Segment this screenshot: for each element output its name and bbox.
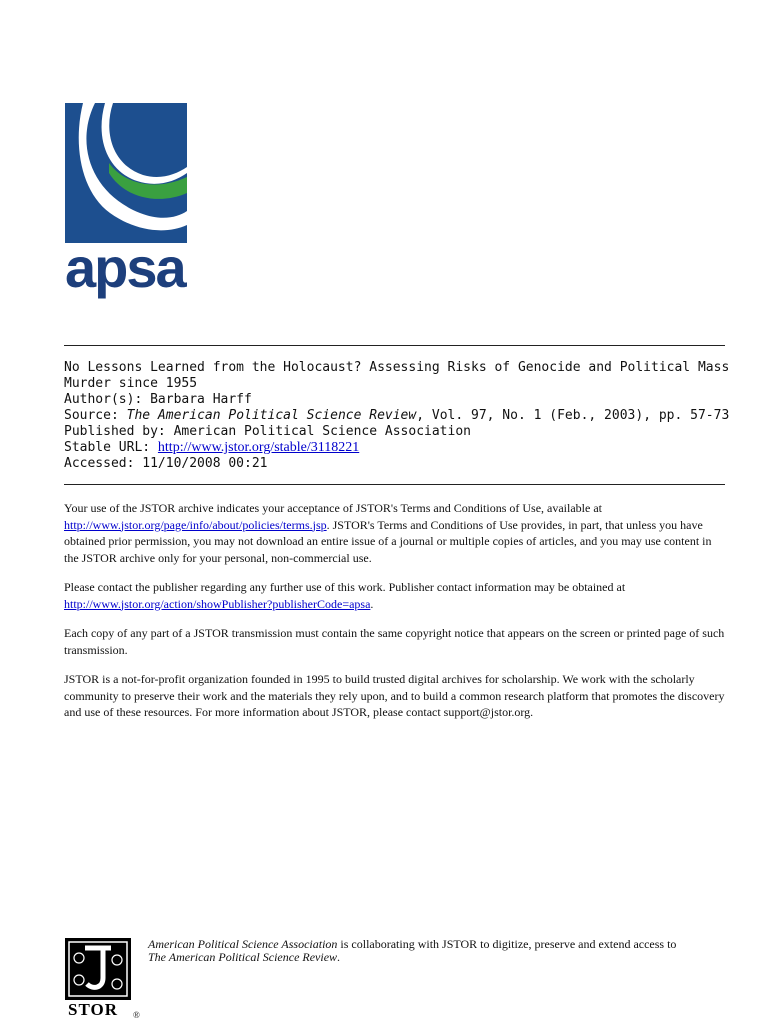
apsa-wordmark: apsa	[65, 236, 185, 299]
stable-url-link[interactable]: http://www.jstor.org/stable/3118221	[157, 440, 360, 455]
accessed-date: Accessed: 11/10/2008 00:21	[64, 456, 268, 471]
top-divider	[64, 345, 725, 346]
jstor-wordmark: STOR	[68, 1000, 118, 1019]
footer-org: American Political Science Association	[148, 937, 338, 951]
registered-mark: ®	[133, 1010, 140, 1020]
article-title-line1: No Lessons Learned from the Holocaust? Assessing Risks of Genocide and Political Mass	[64, 360, 730, 375]
article-source: Source: The American Political Science Review, Vol. 97, No. 1 (Feb., 2003), pp. 57-73	[64, 408, 730, 423]
jstor-emblem-icon	[65, 938, 131, 1000]
terms-link[interactable]: http://www.jstor.org/page/info/about/policies/terms.jsp	[64, 517, 327, 532]
citation-block	[64, 360, 730, 472]
terms-paragraph: Your use of the JSTOR archive indicates your acceptance of JSTOR's Terms and Conditions of Use, available at http://www.jstor.org/page/info/about/policies/terms.jsp. JSTOR's Terms and Conditions of Use provides, in part, that unless you have obtained prior permission, you may not download an entire issue of a journal or multiple copies of articles, and you may use content in the JSTOR archive only for your personal, non-commercial use.	[64, 501, 712, 565]
footer-collaboration-note: American Political Science Association is collaborating with JSTOR to digitize, preserve and extend access to The American Political Science Review.	[148, 937, 677, 964]
source-journal: The American Political Science Review	[126, 408, 417, 423]
jstor-about-paragraph: JSTOR is a not-for-profit organization founded in 1995 to build trusted digital archives for scholarship. We work with the scholarly community to preserve their work and the materials they rely upon, and to build a common research platform that promotes the discovery and use of these resources. For more information about JSTOR, please contact support@jstor.org.	[64, 672, 725, 719]
footer-journal: The American Political Science Review	[148, 950, 338, 964]
article-title-line2: Murder since 1955	[64, 376, 198, 391]
terms-section	[64, 500, 725, 734]
apsa-emblem-icon	[65, 103, 187, 243]
publisher-link[interactable]: http://www.jstor.org/action/showPublisher?publisherCode=apsa	[64, 596, 371, 611]
publisher-contact-paragraph: Please contact the publisher regarding any further use of this work. Publisher contact information may be obtained at http://www.jstor.org/action/showPublisher?publisherCode=apsa.	[64, 580, 626, 611]
middle-divider	[64, 484, 725, 485]
article-publisher: Published by: American Political Science Association	[64, 424, 471, 439]
stable-url-line: Stable URL: http://www.jstor.org/stable/3118221	[64, 440, 360, 455]
article-author: Author(s): Barbara Harff	[64, 392, 252, 407]
copyright-paragraph: Each copy of any part of a JSTOR transmission must contain the same copyright notice that appears on the screen or printed page of such transmission.	[64, 626, 725, 657]
